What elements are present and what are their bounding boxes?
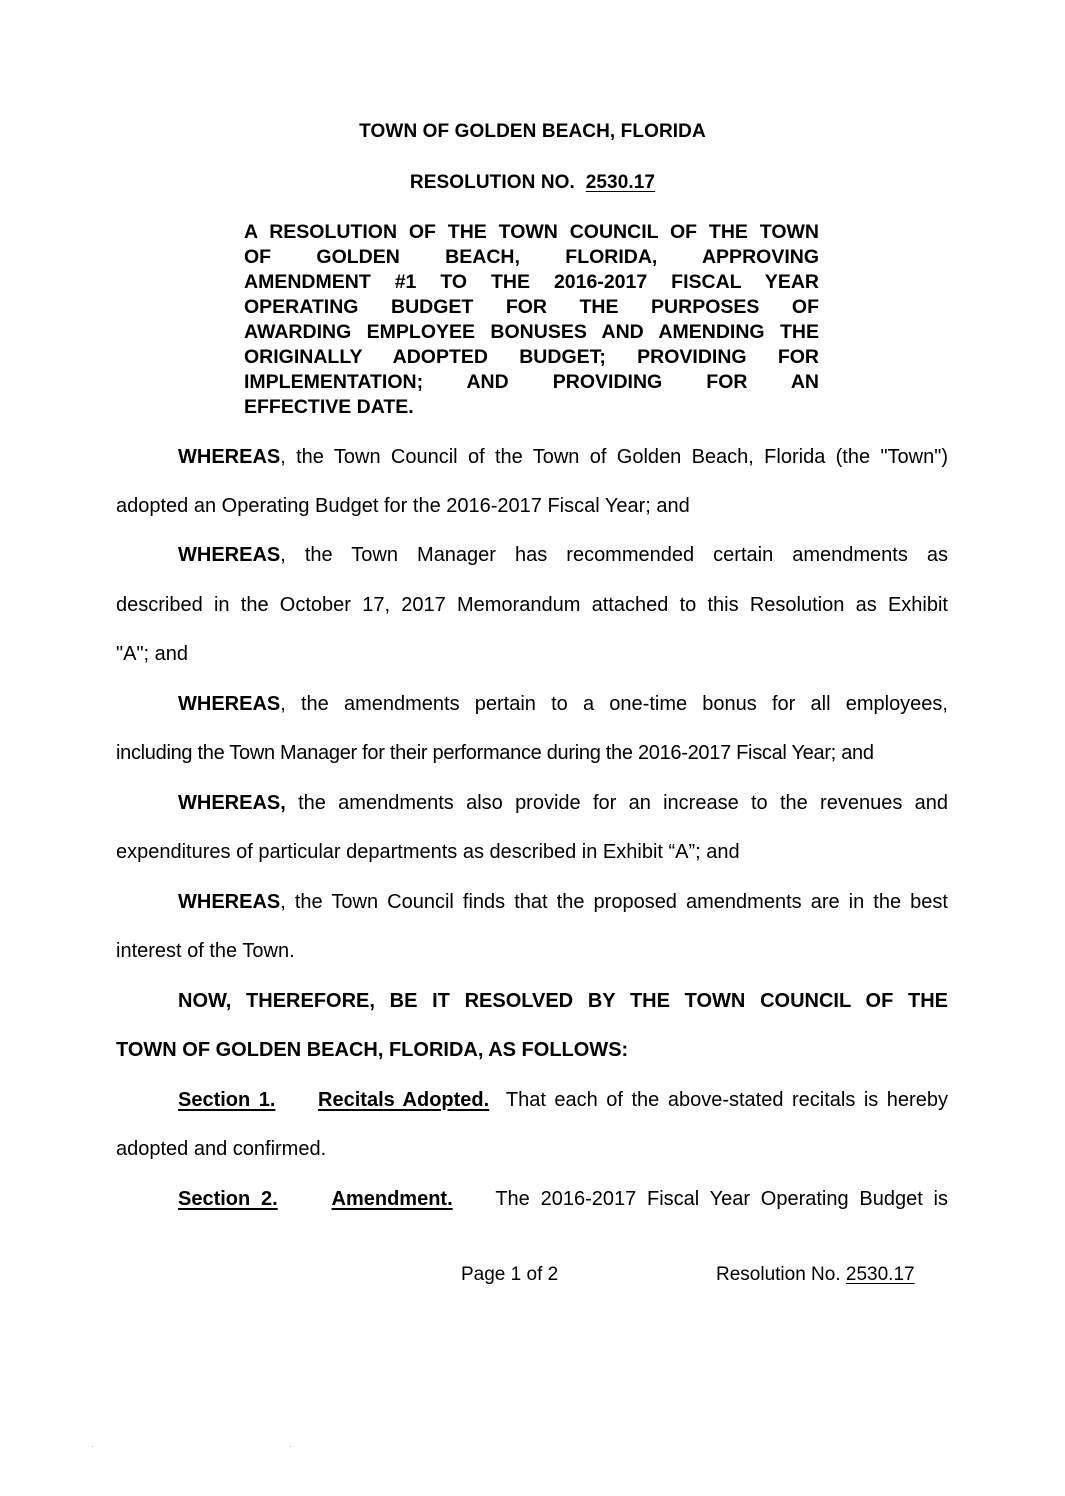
whereas-keyword: WHEREAS xyxy=(178,544,281,566)
footer-resolution-label: Resolution No. xyxy=(716,1264,841,1285)
section-number: Section 2. xyxy=(178,1188,278,1210)
recital-3-line-2: including the Town Manager for their performance during the 2016-2017 Fiscal Year; and xyxy=(116,742,874,764)
recital-3-line-1 xyxy=(116,693,948,716)
footer-resolution-number: 2530.17 xyxy=(845,1264,915,1285)
scan-speck xyxy=(290,1446,291,1447)
recital-5-line-1 xyxy=(116,891,948,914)
section-text: That each of the above-stated recitals is hereby xyxy=(505,1089,948,1111)
recital-4-line-1 xyxy=(116,792,948,815)
title-line: OF GOLDEN BEACH, FLORIDA, APPROVING xyxy=(244,246,819,268)
whereas-keyword: WHEREAS, xyxy=(178,792,286,814)
recital-2-line-3: "A"; and xyxy=(116,643,189,665)
title-line: IMPLEMENTATION; AND PROVIDING FOR AN xyxy=(244,371,819,393)
recital-2-line-1 xyxy=(116,544,948,567)
title-line: ORIGINALLY ADOPTED BUDGET; PROVIDING FOR xyxy=(244,346,819,368)
resolution-number-heading xyxy=(0,172,1065,194)
section-heading: Amendment. xyxy=(331,1188,453,1210)
page-number: Page 1 of 2 xyxy=(461,1264,559,1285)
recital-text: , the amendments pertain to a one-time bonus for all employees, xyxy=(280,693,948,715)
recital-1-line-2: adopted an Operating Budget for the 2016-2017 Fiscal Year; and xyxy=(116,495,690,517)
resolution-label: RESOLUTION NO. xyxy=(409,172,575,193)
recital-1-line-1 xyxy=(116,446,948,469)
recital-4-line-2: expenditures of particular departments as described in Exhibit “A”; and xyxy=(116,841,740,863)
whereas-keyword: WHEREAS xyxy=(178,693,281,715)
title-line: A RESOLUTION OF THE TOWN COUNCIL OF THE TOWN xyxy=(244,221,819,243)
scan-speck xyxy=(92,1446,93,1447)
section-number: Section 1. xyxy=(178,1089,276,1111)
resolution-number: 2530.17 xyxy=(585,172,656,193)
recital-2-line-2: described in the October 17, 2017 Memorandum attached to this Resolution as Exhibit xyxy=(116,594,948,616)
recital-text: , the Town Council finds that the proposed amendments are in the best xyxy=(280,891,948,913)
recital-text: the amendments also provide for an increase to the revenues and xyxy=(285,792,948,814)
whereas-keyword: WHEREAS xyxy=(178,446,281,468)
title-line: AWARDING EMPLOYEE BONUSES AND AMENDING THE xyxy=(244,321,819,343)
municipality-heading xyxy=(0,121,1065,143)
section-heading: Recitals Adopted. xyxy=(318,1089,490,1111)
recital-text: , the Town Manager has recommended certain amendments as xyxy=(280,544,948,566)
title-line: AMENDMENT #1 TO THE 2016-2017 FISCAL YEAR xyxy=(244,271,819,293)
resolved-line-1: NOW, THEREFORE, BE IT RESOLVED BY THE TOWN COUNCIL OF THE xyxy=(178,990,948,1012)
recital-text: , the Town Council of the Town of Golden Beach, Florida (the "Town") xyxy=(280,446,948,468)
title-line: OPERATING BUDGET FOR THE PURPOSES OF xyxy=(244,296,819,318)
footer-resolution xyxy=(716,1264,915,1286)
resolution-title xyxy=(244,220,819,420)
resolved-line-2: TOWN OF GOLDEN BEACH, FLORIDA, AS FOLLOWS: xyxy=(116,1039,629,1061)
section-2-line-1 xyxy=(116,1188,948,1211)
municipality-text: TOWN OF GOLDEN BEACH, FLORIDA xyxy=(359,121,706,142)
section-1-line-1 xyxy=(116,1089,948,1112)
title-line: EFFECTIVE DATE. xyxy=(244,396,414,418)
section-1-line-2: adopted and confirmed. xyxy=(116,1138,327,1160)
whereas-keyword: WHEREAS xyxy=(178,891,281,913)
section-text: The 2016-2017 Fiscal Year Operating Budget is xyxy=(495,1188,948,1210)
recital-5-line-2: interest of the Town. xyxy=(116,940,295,962)
